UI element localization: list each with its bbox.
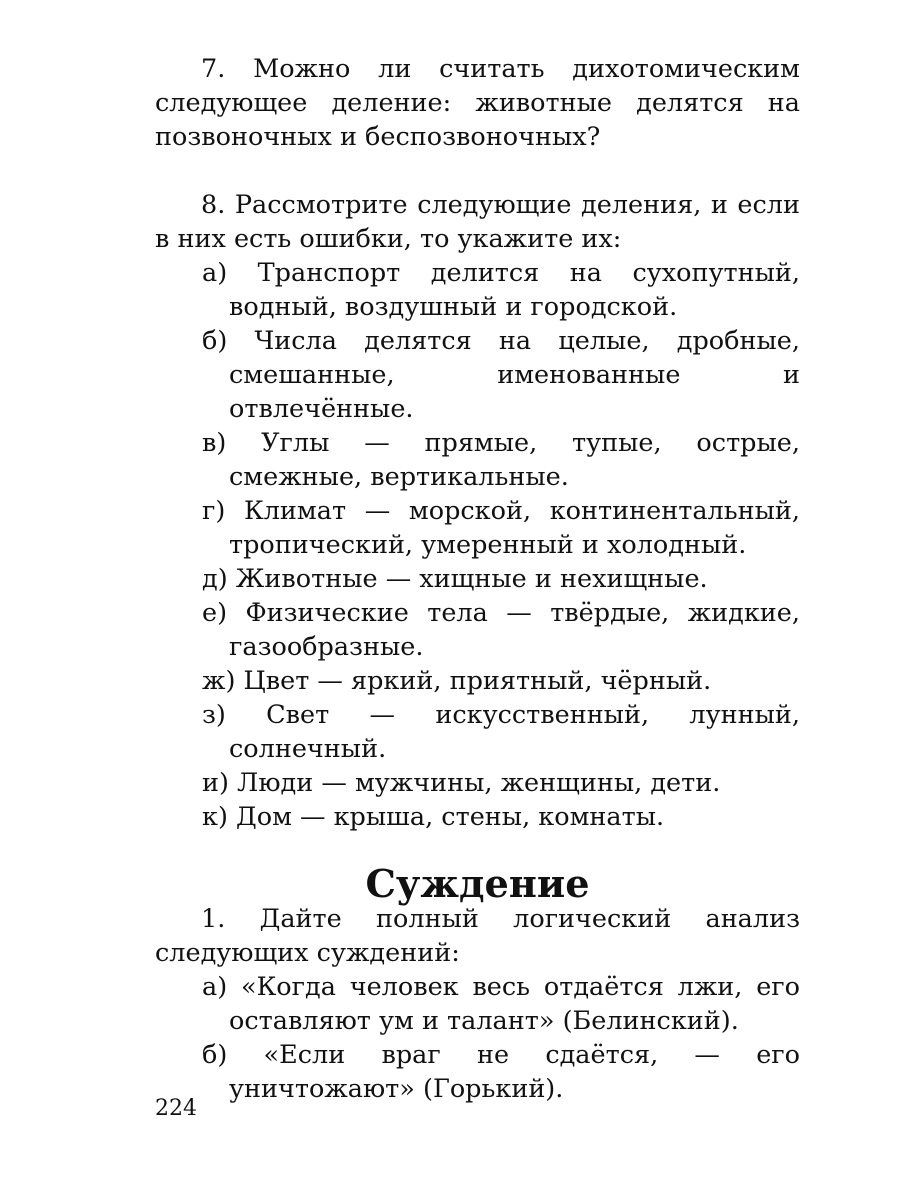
question-7: 7. Можно ли считать дихотомическим следующее деление: животные делятся на позвоночных и беспозвоночных? (155, 54, 800, 152)
list-item-e: е) Физические тела — твёрдые, жидкие, газообразные. (202, 598, 800, 662)
page-text-block (155, 52, 800, 1106)
list-item-k: к) Дом — крыша, стены, комнаты. (202, 802, 665, 832)
list-item-v: в) Углы — прямые, тупые, острые, смежные, вертикальные. (202, 428, 800, 492)
question-8: 8. Рассмотрите следующие деления, и если в них есть ошибки, то укажите их: (155, 190, 800, 254)
quote-item-a: а) «Когда человек весь отдаётся лжи, его оставляют ум и талант» (Белинский). (202, 972, 800, 1036)
list-item-i: и) Люди — мужчины, женщины, дети. (202, 768, 721, 798)
list-item-b: б) Числа делятся на целые, дробные, смешанные, именованные и отвлечённые. (202, 326, 800, 424)
list-item-z: з) Свет — искусственный, лунный, солнечный. (202, 700, 800, 764)
paragraph-gap (155, 154, 800, 188)
section-heading: Суждение (365, 862, 590, 907)
question-8-list (155, 256, 800, 834)
list-item-zh: ж) Цвет — яркий, приятный, чёрный. (202, 666, 712, 696)
page-number: 224 (155, 1096, 197, 1121)
question-1-list (155, 970, 800, 1106)
question-1: 1. Дайте полный логический анализ следующих суждений: (155, 904, 800, 968)
list-item-d: д) Животные — хищные и нехищные. (202, 564, 708, 594)
quote-item-b: б) «Если враг не сдаётся, — его уничтожают» (Горький). (202, 1040, 800, 1104)
list-item-g: г) Климат — морской, континентальный, тропический, умеренный и холодный. (202, 496, 800, 560)
list-item-a: а) Транспорт делится на сухопутный, водный, воздушный и городской. (202, 258, 800, 322)
